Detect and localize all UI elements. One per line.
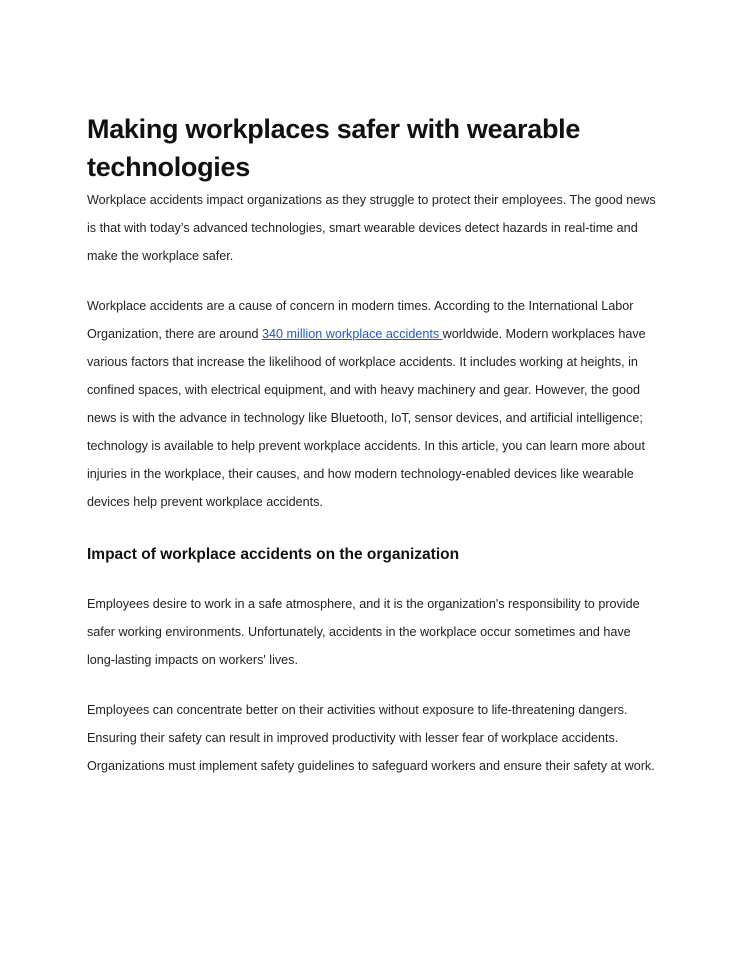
paragraph-safe-atmosphere: Employees desire to work in a safe atmosphere, and it is the organization's responsibility to provide safer working environments. Unfortunately, accidents in the workplace occur sometimes and have long-lasting impacts on workers' lives. [87, 597, 640, 667]
article-title: Making workplaces safer with wearable technologies [87, 114, 581, 182]
intro-paragraph: Workplace accidents impact organizations as they struggle to protect their employees. The good news is that with today’s advanced technologies, smart wearable devices detect hazards in real-time and make the workplace safer. [87, 193, 656, 263]
paragraph-text-before-link: Workplace accidents are a cause of concern in modern times. According to the International Labor Organization, there are around [87, 299, 634, 341]
paragraph-productivity: Employees can concentrate better on their activities without exposure to life-threatening dangers. Ensuring their safety can result in improved productivity with lesser fear of workplace accidents. Organizations must implement safety guidelines to safeguard workers and ensure their safety at work. [87, 703, 655, 773]
paragraph-text-after-link: worldwide. Modern workplaces have various factors that increase the likelihood of workplace accidents. It includes working at heights, in confined spaces, with electrical equipment, and with heavy machinery and gear. However, the good news is with the advance in technology like Bluetooth, IoT, sensor devices, and artificial intelligence; technology is available to help prevent workplace accidents. In this article, you can learn more about injuries in the workplace, their causes, and how modern technology-enabled devices like wearable devices help prevent workplace accidents. [87, 327, 646, 509]
ilo-statistics-link[interactable]: 340 million workplace accidents [262, 327, 443, 341]
document-page [87, 110, 657, 780]
paragraph-accident-stats [87, 292, 657, 516]
section-heading: Impact of workplace accidents on the organization [87, 546, 460, 563]
